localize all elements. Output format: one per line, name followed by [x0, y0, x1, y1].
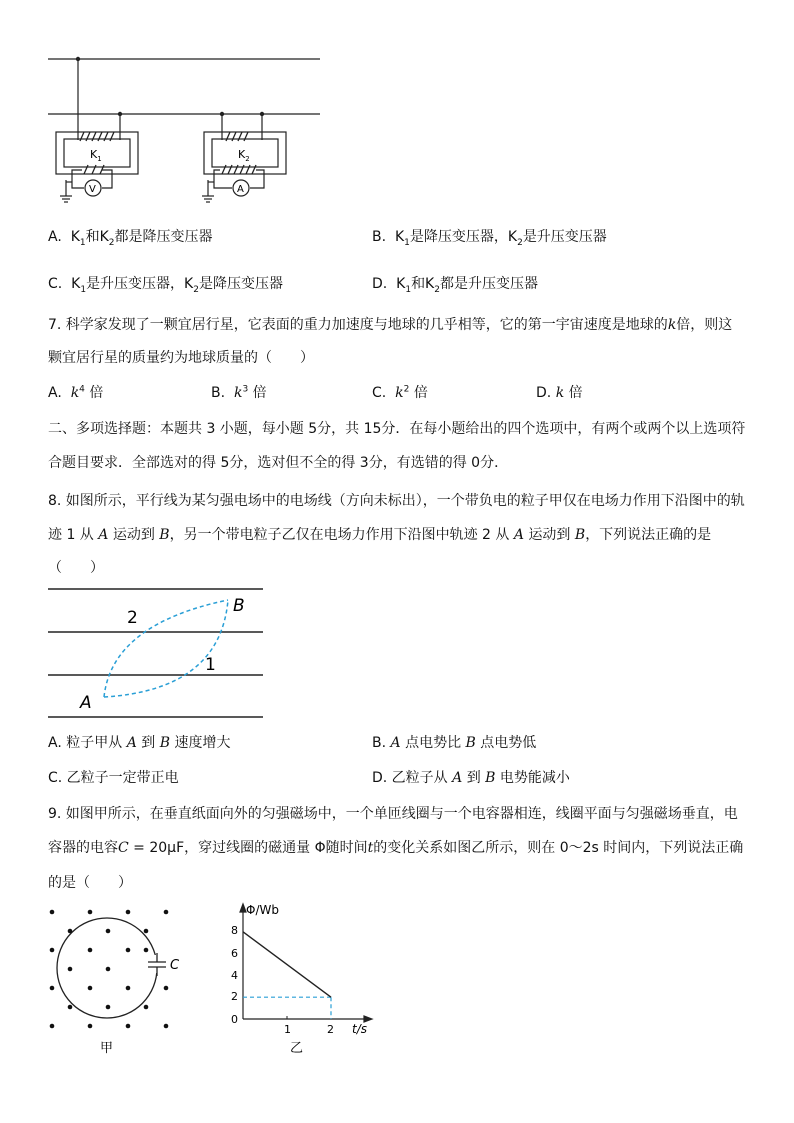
voltmeter-label: V — [89, 184, 96, 195]
k1-label: $K_1$ — [90, 148, 102, 163]
point-a-label: A — [80, 693, 92, 713]
ammeter-label: A — [237, 184, 244, 195]
q7-stem-line2: 颗宜居行星的质量约为地球质量的（ ） — [48, 350, 314, 366]
q8-option-c[interactable]: C. 乙粒子一定带正电 — [48, 770, 179, 786]
q6-option-a[interactable]: A. $K_1$和$K_2$都是降压变压器 — [48, 229, 213, 248]
q9-answer-blank: 的是（ ） — [48, 875, 132, 891]
y-tick-4: 4 — [231, 969, 238, 982]
x-tick-1: 1 — [284, 1023, 291, 1036]
q7-option-a[interactable]: A. $k^4$ 倍 — [48, 384, 104, 401]
y-tick-6: 6 — [231, 947, 238, 960]
q6-option-d[interactable]: D. $K_1$和$K_2$都是升压变压器 — [372, 276, 538, 295]
q8-stem-line1: 8. 如图所示，平行线为某匀强电场中的电场线（方向未标出），一个带负电的粒子甲仅在电场力作用下沿图中的轨 — [48, 493, 745, 509]
q9-stem-line1: 9. 如图甲所示，在垂直纸面向外的匀强磁场中，一个单匝线圈与一个电容器相连，线圈平面与匀强磁场垂直，电 — [48, 806, 738, 822]
q8-option-d[interactable]: D. 乙粒子从 A 到 B 电势能减小 — [372, 770, 570, 786]
q7-option-c[interactable]: C. $k^2$ 倍 — [372, 384, 428, 401]
y-tick-8: 8 — [231, 924, 238, 937]
flux-time-chart — [220, 895, 380, 1060]
q7-stem-line1: 7. 科学家发现了一颗宜居行星，它表面的重力加速度与地球的几乎相等，它的第一宇宙速度是地球的k倍，则这 — [48, 317, 733, 333]
origin-label: 0 — [231, 1013, 238, 1026]
section2-heading-line2: 合题目要求．全部选对的得 5分，选对但不全的得 3分，有选错的得 0分． — [48, 455, 509, 471]
transformer-figure — [40, 50, 330, 210]
k2-label: $K_2$ — [238, 148, 250, 163]
point-b-label: B — [233, 596, 245, 616]
q7-option-b[interactable]: B. $k^3$ 倍 — [211, 384, 267, 401]
electric-field-figure — [40, 580, 270, 720]
flux-series-line — [243, 932, 331, 997]
y-tick-2: 2 — [231, 990, 238, 1003]
q8-option-a[interactable]: A. 粒子甲从 A 到 B 速度增大 — [48, 735, 231, 751]
q7-option-d[interactable]: D. k 倍 — [536, 385, 583, 401]
y-axis-label: Φ/Wb — [246, 903, 279, 917]
x-tick-2: 2 — [327, 1023, 334, 1036]
x-axis-label: t/s — [352, 1022, 367, 1036]
q6-option-c[interactable]: C. $K_1$是升压变压器，$K_2$是降压变压器 — [48, 276, 283, 295]
trajectory-1-label: 1 — [205, 655, 216, 675]
figure-jia-caption: 甲 — [100, 1041, 114, 1056]
figure-yi-caption: 乙 — [290, 1041, 304, 1056]
section2-heading-line1: 二、多项选择题：本题共 3 小题，每小题 5分，共 15分．在每小题给出的四个选项中，有两个或两个以上选项符 — [48, 421, 746, 437]
q6-option-b[interactable]: B. $K_1$是降压变压器，$K_2$是升压变压器 — [372, 229, 607, 248]
q8-option-b[interactable]: B. A 点电势比 B 点电势低 — [372, 735, 537, 751]
trajectory-2-label: 2 — [127, 608, 138, 628]
q9-stem-line2: 容器的电容C = 20μF，穿过线圈的磁通量 Φ随时间t的变化关系如图乙所示，则在 0～2s 时间内，下列说法正确 — [48, 840, 744, 856]
q8-stem-line2: 迹 1 从 A 运动到 B，另一个带电粒子乙仅在电场力作用下沿图中轨迹 2 从 A 运动到 B，下列说法正确的是 — [48, 527, 712, 543]
capacitor-label: C — [170, 958, 180, 973]
coil-in-field-figure — [40, 900, 190, 1060]
magnetic-field-dots — [50, 910, 169, 1029]
q8-answer-blank: （ ） — [48, 560, 104, 576]
